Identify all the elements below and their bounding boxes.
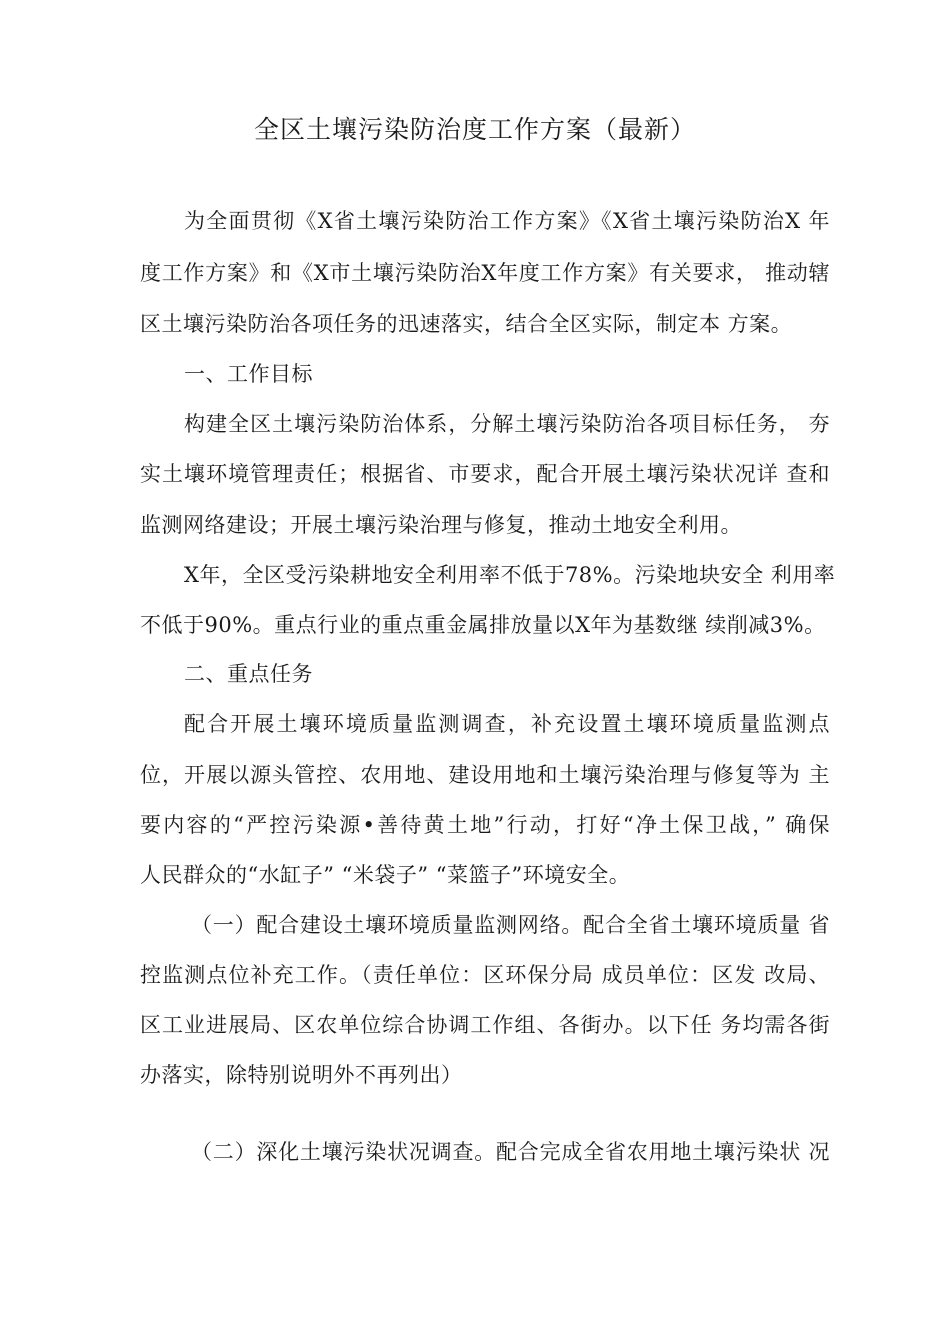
paragraph-line: 控监测点位补充工作。（责任单位：区环保分局 成员单位：区发 改局、 (140, 963, 830, 987)
paragraph-line: 区土壤污染防治各项任务的迅速落实，结合全区实际，制定本 方案。 (140, 312, 793, 336)
paragraph-line: 度工作方案》和《X市土壤污染防治X年度工作方案》有关要求， 推动辖 (140, 261, 830, 285)
paragraph-line: 监测网络建设；开展土壤污染治理与修复，推动土地安全利用。 (140, 513, 742, 537)
paragraph-line: 为全面贯彻《X省土壤污染防治工作方案》《X省土壤污染防治X 年 (184, 209, 830, 233)
paragraph-line: X年，全区受污染耕地安全利用率不低于78%。污染地块安全 利用率 (184, 563, 836, 587)
paragraph-line: 实土壤环境管理责任；根据省、市要求，配合开展土壤污染状况详 查和 (140, 462, 830, 486)
paragraph-line: 区工业进展局、区农单位综合协调工作组、各街办。以下任 务均需各街 (140, 1013, 830, 1037)
paragraph-line: 位，开展以源头管控、农用地、建设用地和土壤污染治理与修复等为 主 (140, 763, 830, 787)
section-heading: 一、工作目标 (184, 362, 313, 386)
paragraph-line: （二）深化土壤污染状况调查。配合完成全省农用地土壤污染状 况 (191, 1140, 830, 1164)
paragraph-line: 人民群众的“水缸子” “米袋子” “菜篮子”环境安全。 (140, 863, 631, 887)
paragraph-line: 不低于90%。重点行业的重点重金属排放量以X年为基数继 续削减3%。 (140, 613, 826, 637)
section-heading: 二、重点任务 (184, 662, 313, 686)
paragraph-line: 构建全区土壤污染防治体系，分解土壤污染防治各项目标任务， 夯 (184, 412, 830, 436)
paragraph-line: 配合开展土壤环境质量监测调查，补充设置土壤环境质量监测点 (184, 712, 830, 736)
document-title: 全区土壤污染防治度工作方案（最新） (253, 115, 696, 144)
paragraph-line: （一）配合建设土壤环境质量监测网络。配合全省土壤环境质量 省 (191, 913, 830, 937)
paragraph-line: 办落实，除特别说明外不再列出） (140, 1063, 463, 1087)
paragraph-line: 要内容的“严控污染源•善待黄土地”行动，打好“净土保卫战，” 确保 (140, 813, 830, 837)
